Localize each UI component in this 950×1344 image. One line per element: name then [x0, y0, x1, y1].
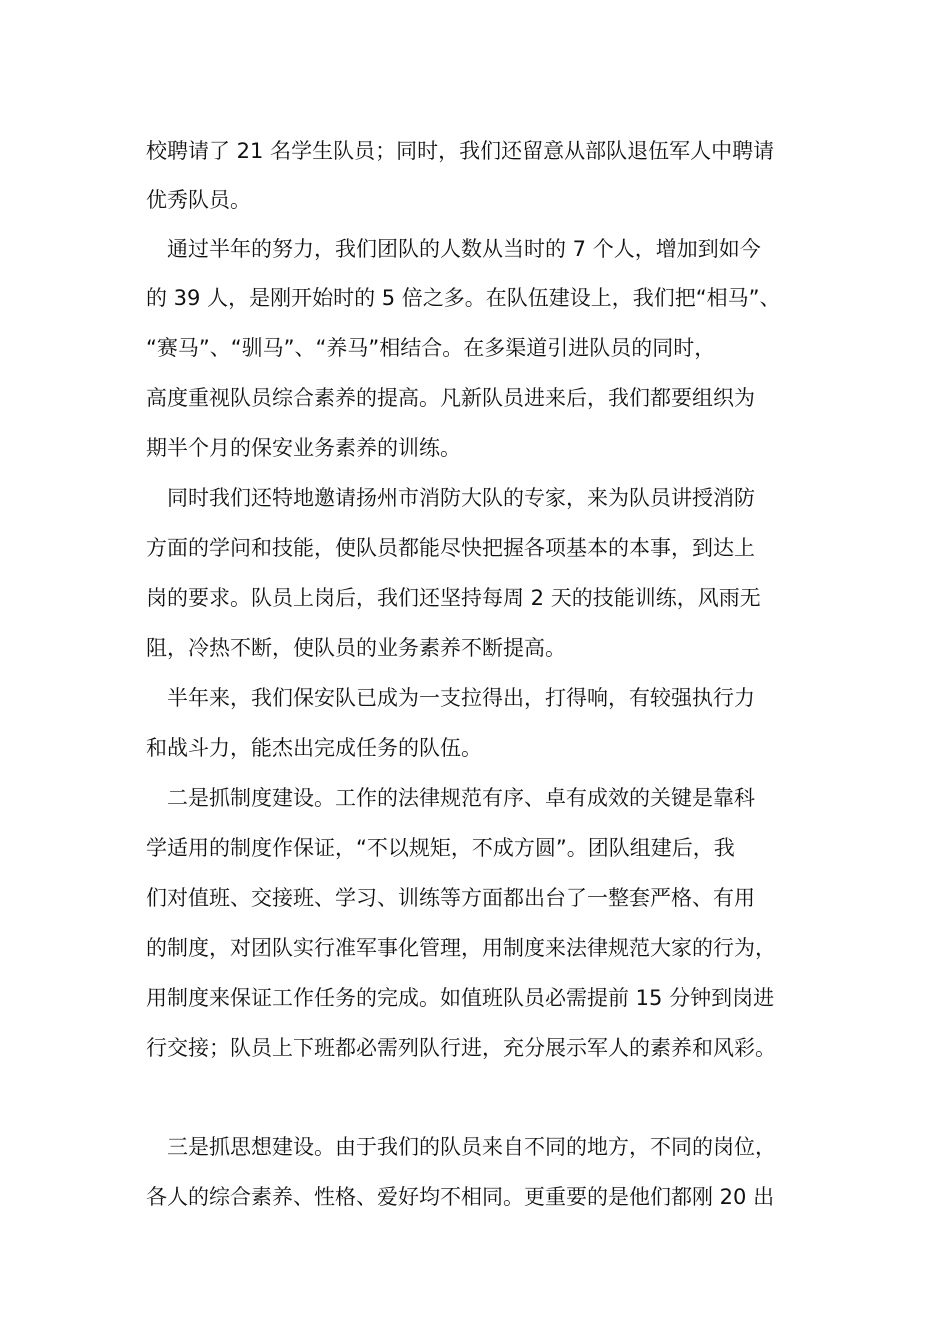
text-line: “赛马”、“驯马”、“养马”相结合。在多渠道引进队员的同时， [146, 336, 716, 360]
text-line: 的制度，对团队实行准军事化管理，用制度来法律规范大家的行为， [146, 936, 776, 960]
paragraph-start-line: 二是抓制度建设。工作的法律规范有序、卓有成效的关键是靠科 [167, 786, 755, 810]
text-line: 们对值班、交接班、学习、训练等方面都出台了一整套严格、有用 [146, 886, 755, 910]
paragraph-start-line: 半年来，我们保安队已成为一支拉得出，打得响，有较强执行力 [167, 686, 755, 710]
text-line: 阻，冷热不断，使队员的业务素养不断提高。 [146, 636, 566, 660]
paragraph-start-line: 三是抓思想建设。由于我们的队员来自不同的地方，不同的岗位， [167, 1135, 776, 1159]
text-line: 各人的综合素养、性格、爱好均不相同。更重要的是他们都刚 20 出 [146, 1185, 775, 1209]
text-line: 和战斗力，能杰出完成任务的队伍。 [146, 736, 482, 760]
text-line: 方面的学问和技能，使队员都能尽快把握各项基本的本事，到达上 [146, 536, 755, 560]
text-line: 高度重视队员综合素养的提高。凡新队员进来后，我们都要组织为 [146, 386, 755, 410]
paragraph-start-line: 同时我们还特地邀请扬州市消防大队的专家，来为队员讲授消防 [167, 486, 755, 510]
paragraph-start-line: 通过半年的努力，我们团队的人数从当时的 7 个人，增加到如今 [167, 237, 761, 261]
text-line: 校聘请了 21 名学生队员；同时，我们还留意从部队退伍军人中聘请 [146, 139, 775, 163]
text-line: 岗的要求。队员上岗后，我们还坚持每周 2 天的技能训练，风雨无 [146, 586, 761, 610]
text-line: 期半个月的保安业务素养的训练。 [146, 436, 461, 460]
text-line: 优秀队员。 [146, 188, 251, 212]
text-line: 行交接；队员上下班都必需列队行进，充分展示军人的素养和风彩。 [146, 1036, 776, 1060]
text-line: 用制度来保证工作任务的完成。如值班队员必需提前 15 分钟到岗进 [146, 986, 775, 1010]
text-line: 学适用的制度作保证，“不以规矩，不成方圆”。团队组建后，我 [146, 836, 735, 860]
text-line: 的 39 人，是刚开始时的 5 倍之多。在队伍建设上，我们把“相马”、 [146, 286, 781, 310]
